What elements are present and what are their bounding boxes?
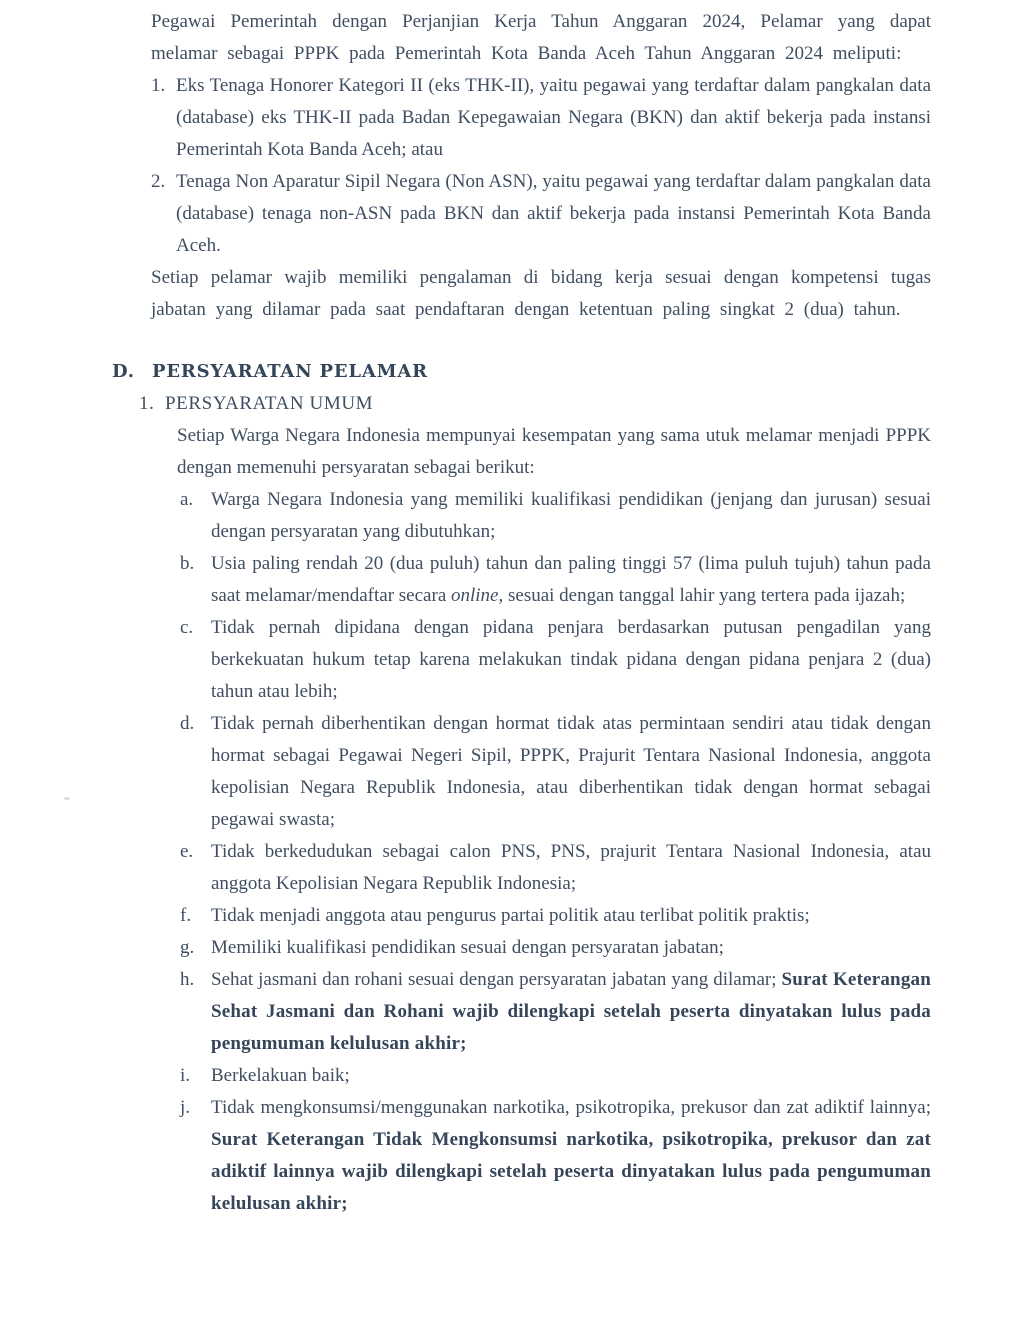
general-requirements-intro: Setiap Warga Negara Indonesia mempunyai kesempatan yang sama utuk melamar menjadi PPPK dengan memenuhi persyaratan sebagai berikut: (177, 425, 931, 478)
scan-artifact (64, 797, 70, 800)
list-item-text (211, 1060, 931, 1092)
text-segment: Warga Negara Indonesia yang memiliki kualifikasi pendidikan (jenjang dan jurusan) sesuai dengan persyaratan yang dibutuhkan; (211, 489, 931, 542)
list-item (151, 166, 931, 262)
text-segment: Sehat jasmani dan rohani sesuai dengan persyaratan jabatan yang dilamar; (211, 969, 782, 990)
list-item-marker: i. (180, 1065, 191, 1086)
list-item-text (211, 708, 931, 836)
list-item-marker: b. (180, 553, 195, 574)
text-segment: Tenaga Non Aparatur Sipil Negara (Non ASN), yaitu pegawai yang terdaftar dalam pangkalan data (database) tenaga non-ASN pada BKN dan aktif bekerja pada instansi Pemerintah Kota Banda Aceh. (176, 171, 931, 256)
list-item (180, 484, 931, 548)
list-item (151, 70, 931, 166)
list-item (180, 900, 931, 932)
list-item (180, 932, 931, 964)
section-label: D. (112, 361, 135, 382)
text-segment: Tidak berkedudukan sebagai calon PNS, PNS, prajurit Tentara Nasional Indonesia, atau anggota Kepolisian Negara Republik Indonesia; (211, 841, 931, 894)
list-item-marker: 2. (151, 171, 166, 192)
text-segment: Surat Keterangan Tidak Mengkonsumsi narkotika, psikotropika, prekusor dan zat adiktif lainnya wajib dilengkapi setelah peserta dinyatakan lulus pada pengumuman kelulusan akhir; (211, 1129, 931, 1214)
list-item-marker: h. (180, 969, 195, 990)
list-item-text (211, 900, 931, 932)
list-item (180, 708, 931, 836)
text-segment: Memiliki kualifikasi pendidikan sesuai dengan persyaratan jabatan; (211, 937, 724, 958)
text-segment: Usia paling rendah 20 (dua puluh) tahun dan paling tinggi 57 (lima puluh tujuh) tahun pada saat melamar/mendaftar secara (211, 553, 931, 606)
list-item (180, 612, 931, 708)
list-item (180, 836, 931, 900)
list-item-text (211, 548, 931, 612)
subsection-heading-1 (139, 388, 931, 420)
subsection-title: PERSYARATAN UMUM (165, 393, 374, 414)
list-item-marker: g. (180, 937, 195, 958)
list-item-text (211, 836, 931, 900)
list-item-text (211, 964, 931, 1060)
list-item (180, 1092, 931, 1220)
text-segment: Tidak menjadi anggota atau pengurus partai politik atau terlibat politik praktis; (211, 905, 810, 926)
section-title: PERSYARATAN PELAMAR (152, 361, 428, 382)
list-item-marker: j. (180, 1097, 191, 1118)
experience-requirement-paragraph: Setiap pelamar wajib memiliki pengalaman di bidang kerja sesuai dengan kompetensi tugas jabatan yang dilamar pada saat pendaftaran dengan ketentuan paling singkat 2 (dua) tahun. (151, 267, 931, 320)
list-item-text (211, 1092, 931, 1220)
list-item-marker: d. (180, 713, 195, 734)
list-item-text (176, 166, 931, 262)
text-segment: online (451, 585, 499, 606)
list-item-text (176, 70, 931, 166)
list-item-text (211, 932, 931, 964)
list-item-marker: c. (180, 617, 194, 638)
list-item (180, 964, 931, 1060)
list-item (180, 548, 931, 612)
text-segment: Tidak mengkonsumsi/menggunakan narkotika, psikotropika, prekusor dan zat adiktif lainnya; (211, 1097, 931, 1118)
list-item-marker: a. (180, 489, 194, 510)
list-item-text (211, 612, 931, 708)
list-item-marker: f. (180, 905, 192, 926)
list-item-text (211, 484, 931, 548)
subsection-marker: 1. (139, 393, 155, 414)
text-segment: Tidak pernah dipidana dengan pidana penjara berdasarkan putusan pengadilan yang berkekuatan hukum tetap karena melakukan tindak pidana dengan pidana penjara 2 (dua) tahun atau lebih; (211, 617, 931, 702)
list-item (180, 1060, 931, 1092)
text-segment: Berkelakuan baik; (211, 1065, 350, 1086)
general-requirements-list (112, 484, 931, 1220)
eligible-applicants-list (112, 70, 931, 262)
text-segment: , sesuai dengan tanggal lahir yang tertera pada ijazah; (498, 585, 906, 606)
list-item-marker: e. (180, 841, 194, 862)
list-item-marker: 1. (151, 75, 166, 96)
intro-paragraph: Pegawai Pemerintah dengan Perjanjian Kerja Tahun Anggaran 2024, Pelamar yang dapat melamar sebagai PPPK pada Pemerintah Kota Banda Aceh Tahun Anggaran 2024 meliputi: (151, 11, 931, 64)
section-heading-d (112, 356, 931, 388)
text-segment: Tidak pernah diberhentikan dengan hormat tidak atas permintaan sendiri atau tidak dengan hormat sebagai Pegawai Negeri Sipil, PPPK, Prajurit Tentara Nasional Indonesia, anggota kepolisian Negara Republik Indonesia, atau diberhentikan tidak dengan hormat sebagai pegawai swasta; (211, 713, 931, 830)
text-segment: Surat Keterangan Sehat Jasmani dan Rohani wajib dilengkapi setelah peserta dinyatakan lulus pada pengumuman kelulusan akhir; (211, 969, 931, 1054)
text-segment: Eks Tenaga Honorer Kategori II (eks THK-II), yaitu pegawai yang terdaftar dalam pangkalan data (database) eks THK-II pada Badan Kepegawaian Negara (BKN) dan aktif bekerja pada instansi Pemerintah Kota Banda Aceh; atau (176, 75, 931, 160)
